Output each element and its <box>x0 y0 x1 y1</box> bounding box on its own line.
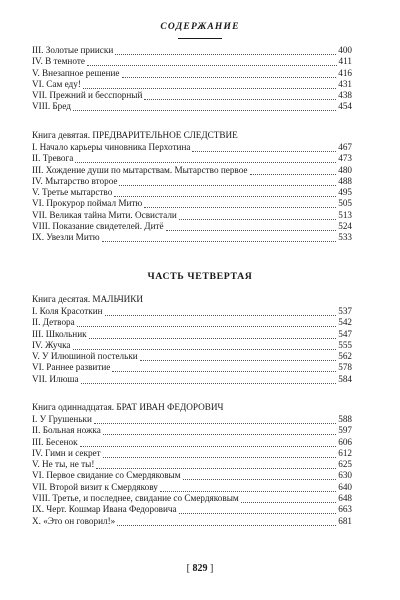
toc-top-section <box>32 45 352 113</box>
toc-entry-title: VI. Сам еду! <box>32 78 81 89</box>
book-title: Книга десятая. МАЛЬЧИКИ <box>32 294 144 304</box>
toc-entry-page: 488 <box>338 175 352 186</box>
toc-entry-title: VII. Илюша <box>32 373 79 384</box>
toc-entry-title: I. Начало карьеры чиновника Перхотина <box>32 142 191 152</box>
toc-entry-page: 524 <box>338 221 352 232</box>
toc-entry-page: 648 <box>338 493 352 504</box>
toc-entry <box>32 504 352 515</box>
toc-entry-title: VIII. Третье, и последнее, свидание со Смердяковым <box>32 493 239 504</box>
toc-entry <box>32 437 352 448</box>
toc-entry <box>32 142 352 153</box>
toc-entry-page: 547 <box>338 328 352 339</box>
toc-entry-title: II. Больная ножка <box>32 425 101 436</box>
toc-entry-title: VI. Первое свидание со Смердяковым <box>32 470 181 481</box>
running-header: СОДЕРЖАНИЕ <box>160 22 240 32</box>
leader-dots <box>96 461 336 469</box>
leader-dots <box>179 212 336 220</box>
left-bracket: [ <box>186 563 193 574</box>
toc-entry-title: VIII. Бред <box>32 101 71 112</box>
toc-entry-page: 505 <box>338 198 352 209</box>
leader-dots <box>94 416 336 424</box>
leader-dots <box>114 189 336 197</box>
toc-entry-page: 584 <box>338 373 352 384</box>
toc-entry-title: II. Детвора <box>32 317 75 328</box>
toc-entry-page: 438 <box>338 90 352 101</box>
page-footer <box>0 563 400 574</box>
toc-entry-page: 663 <box>338 504 352 515</box>
toc-book9-section <box>32 128 352 244</box>
toc-entry-page: 467 <box>338 142 352 152</box>
toc-entry-list <box>32 306 352 385</box>
leader-dots <box>81 376 337 384</box>
toc-entry <box>32 90 352 101</box>
toc-entry-title: VI. Раннее развитие <box>32 362 111 373</box>
toc-entry-title: V. Третье мытарство <box>32 187 113 198</box>
toc-entry-page: 578 <box>338 362 352 373</box>
toc-entry <box>32 198 352 209</box>
toc-book11-section <box>32 400 352 527</box>
toc-entry-title: I. Коля Красоткин <box>32 306 103 316</box>
toc-entry-title: VIII. Показание свидетелей. Дитё <box>32 221 164 232</box>
toc-entry <box>32 374 352 385</box>
toc-entry <box>32 516 352 527</box>
toc-entry-page: 537 <box>338 306 352 316</box>
toc-entry-title: IV. Мытарство второе <box>32 175 118 186</box>
leader-dots <box>73 342 337 350</box>
leader-dots <box>105 308 337 316</box>
toc-entry <box>32 414 352 425</box>
leader-dots <box>192 144 336 152</box>
toc-entry-title: VII. Второй визит к Смердякову <box>32 481 158 492</box>
toc-entry-page: 473 <box>338 153 352 164</box>
leader-dots <box>140 353 337 361</box>
toc-entry <box>32 329 352 340</box>
toc-entry-title: I. У Грушеньки <box>32 414 92 424</box>
toc-entry-title: IX. Черт. Кошмар Ивана Федоровича <box>32 504 177 515</box>
toc-entry-page: 630 <box>338 470 352 481</box>
leader-dots <box>83 81 336 89</box>
toc-entry-page: 625 <box>338 459 352 470</box>
toc-entry-page: 597 <box>338 425 352 436</box>
toc-entry-title: X. «Это он говорил!» <box>32 515 116 526</box>
toc-entry-page: 533 <box>338 232 352 243</box>
leader-dots <box>80 439 337 447</box>
leader-dots <box>73 103 336 111</box>
toc-entry-page: 513 <box>338 209 352 220</box>
leader-dots <box>103 427 336 435</box>
toc-entry <box>32 493 352 504</box>
toc-entry-page: 400 <box>338 45 352 55</box>
toc-entry <box>32 306 352 317</box>
leader-dots <box>77 319 336 327</box>
leader-dots <box>119 178 336 186</box>
toc-entry-list <box>32 414 352 527</box>
book-title: Книга одиннадцатая. БРАТ ИВАН ФЕДОРОВИЧ <box>32 402 224 412</box>
leader-dots <box>75 155 336 163</box>
toc-book10-section <box>32 292 352 385</box>
toc-entry-page: 480 <box>338 164 352 175</box>
toc-entry-title: II. Тревога <box>32 153 74 164</box>
leader-dots <box>160 484 336 492</box>
toc-entry-page: 416 <box>338 67 352 78</box>
toc-entry <box>32 187 352 198</box>
right-bracket: ] <box>207 563 214 574</box>
leader-dots <box>241 495 337 503</box>
leader-dots <box>166 223 337 231</box>
toc-entry <box>32 351 352 362</box>
toc-entry <box>32 317 352 328</box>
leader-dots <box>122 70 337 78</box>
leader-dots <box>102 234 337 242</box>
toc-entry <box>32 165 352 176</box>
toc-entry <box>32 362 352 373</box>
toc-entry-page: 411 <box>338 56 352 67</box>
toc-entry-page: 640 <box>338 481 352 492</box>
toc-entry <box>32 153 352 164</box>
leader-dots <box>112 364 336 372</box>
toc-entry-title: III. Школьник <box>32 328 87 339</box>
leader-dots <box>89 331 337 339</box>
toc-entry-page: 606 <box>338 436 352 447</box>
toc-entry <box>32 470 352 481</box>
page-number: 829 <box>192 563 208 574</box>
toc-entry <box>32 232 352 243</box>
toc-entry-title: IV. Гимн и секрет <box>32 447 101 458</box>
toc-entry <box>32 79 352 90</box>
toc-entry-page: 495 <box>338 187 352 198</box>
toc-entry-page: 681 <box>338 515 352 526</box>
leader-dots <box>144 200 336 208</box>
leader-dots <box>117 518 336 526</box>
toc-entry-title: V. У Илюшиной постельки <box>32 351 138 362</box>
toc-entry <box>32 221 352 232</box>
toc-entry <box>32 45 352 56</box>
leader-dots <box>115 47 336 55</box>
toc-entry <box>32 482 352 493</box>
toc-entry <box>32 459 352 470</box>
toc-entry <box>32 56 352 67</box>
toc-entry-title: VI. Прокурор поймал Митю <box>32 198 143 209</box>
toc-entry-title: IX. Увезли Митю <box>32 232 100 243</box>
toc-entry <box>32 425 352 436</box>
toc-entry <box>32 176 352 187</box>
toc-entry-title: V. Не ты, не ты! <box>32 459 95 470</box>
toc-entry-title: III. Золотые прииски <box>32 45 114 55</box>
toc-entry-title: V. Внезапное решение <box>32 67 120 78</box>
leader-dots <box>183 472 337 480</box>
toc-entry-list <box>32 142 352 244</box>
toc-entry-page: 431 <box>338 78 352 89</box>
leader-dots <box>87 58 337 66</box>
leader-dots <box>179 506 337 514</box>
toc-entry-page: 588 <box>338 414 352 424</box>
toc-entry-page: 555 <box>338 339 352 350</box>
toc-entry <box>32 101 352 112</box>
toc-entry-list <box>32 45 352 113</box>
toc-entry <box>32 210 352 221</box>
toc-entry-title: III. Хождение души по мытарствам. Мытарство первое <box>32 164 248 175</box>
toc-entry-title: VII. Прежний и бесспорный <box>32 90 143 101</box>
toc-entry-page: 542 <box>338 317 352 328</box>
toc-entry <box>32 448 352 459</box>
toc-entry-page: 562 <box>338 351 352 362</box>
toc-entry-title: IV. В темноте <box>32 56 85 67</box>
toc-entry-page: 612 <box>338 447 352 458</box>
toc-entry <box>32 68 352 79</box>
toc-entry-title: III. Бесенок <box>32 436 78 447</box>
book-title: Книга девятая. ПРЕДВАРИТЕЛЬНОЕ СЛЕДСТВИЕ <box>32 130 238 140</box>
leader-dots <box>144 92 336 100</box>
leader-dots <box>103 450 337 458</box>
toc-entry <box>32 340 352 351</box>
part-title: ЧАСТЬ ЧЕТВЕРТАЯ <box>147 271 253 282</box>
leader-dots <box>250 167 337 175</box>
toc-entry-title: IV. Жучка <box>32 339 71 350</box>
toc-entry-title: VII. Великая тайна Мити. Освистали <box>32 209 177 220</box>
header-rule <box>178 38 222 39</box>
toc-entry-page: 454 <box>338 101 352 112</box>
